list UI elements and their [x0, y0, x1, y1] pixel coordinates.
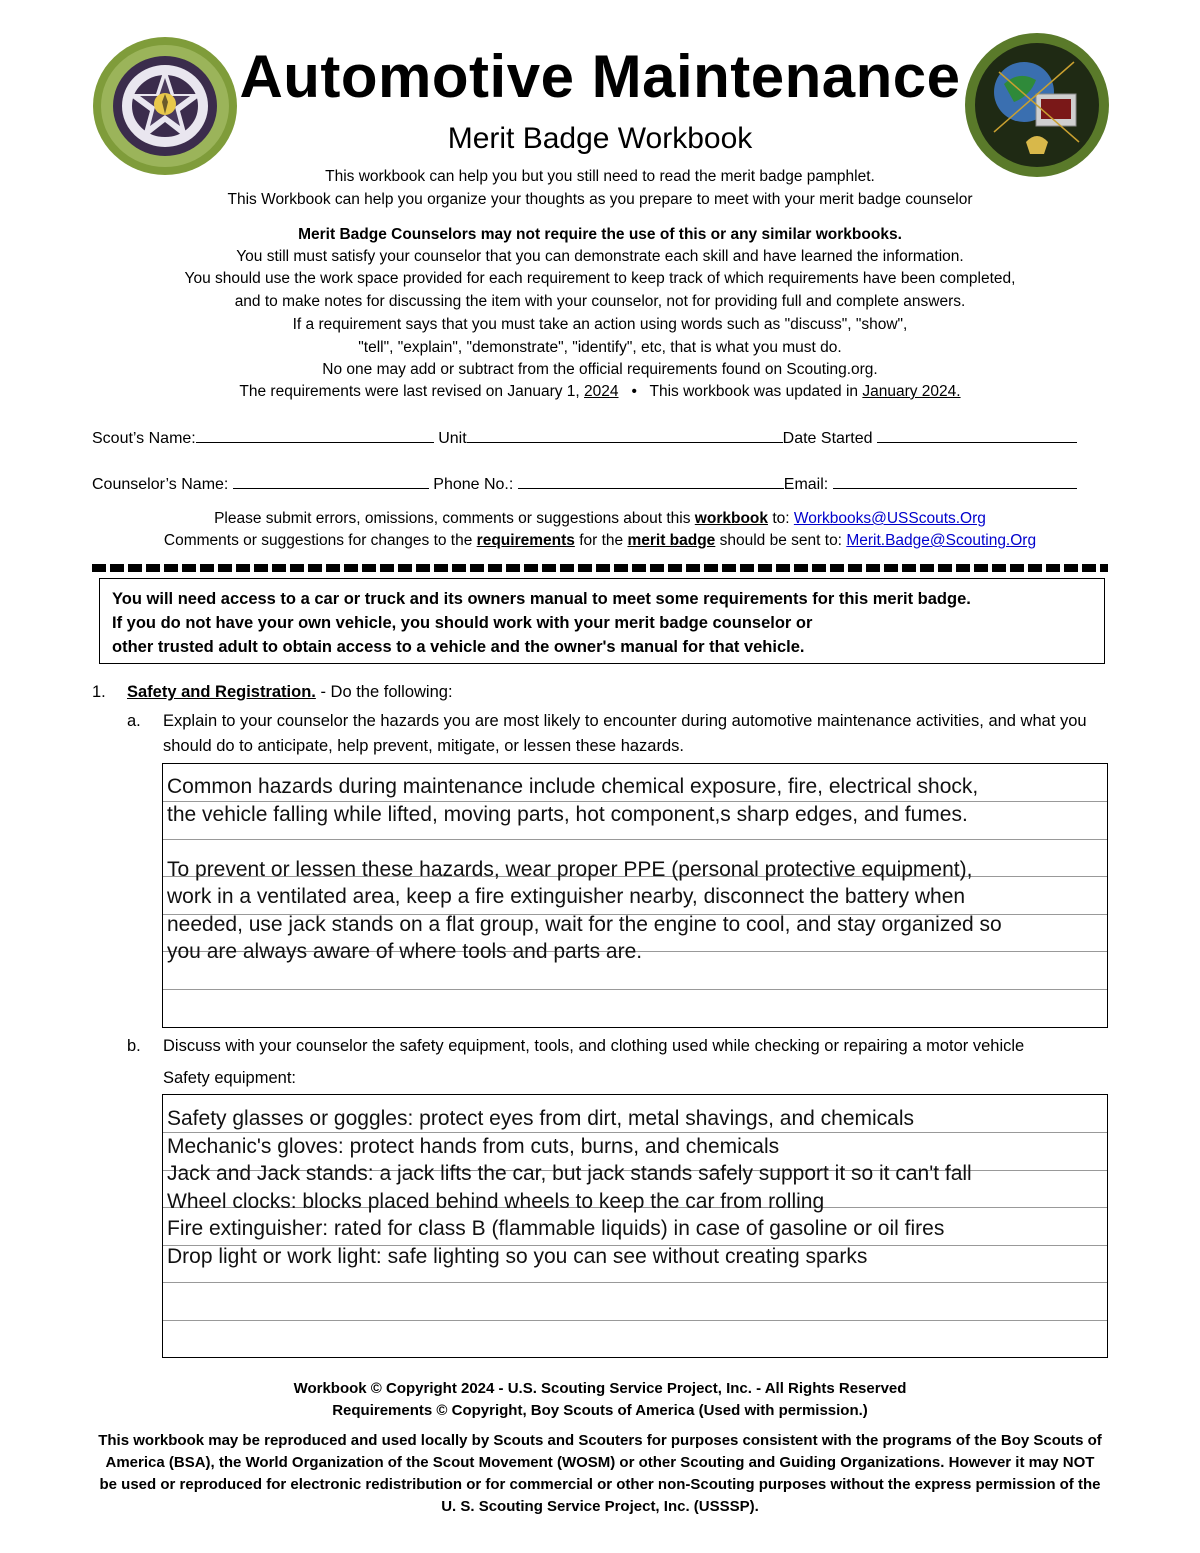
feedback-text: to:	[772, 510, 790, 527]
revision-line	[0, 381, 1200, 403]
notice-line: You will need access to a car or truck and its owners manual to meet some requirements for this merit badge.	[112, 590, 971, 608]
counselor-note-line: "tell", "explain", "demonstrate", "identify", etc, that is what you must do.	[358, 339, 842, 356]
ruled-line	[163, 1282, 1107, 1283]
requirement-1-number: 1.	[92, 683, 106, 701]
bullet: •	[631, 383, 637, 400]
scout-info-row	[92, 428, 1102, 448]
revised-prefix: The requirements were last revised on January 1,	[239, 383, 580, 400]
revised-year: 2024	[584, 383, 619, 400]
requirement-1a-answer: Common hazards during maintenance include chemical exposure, fire, electrical shock, the vehicle falling while lifted, moving parts, hot component,s sharp edges, and fumes. To prevent or lessen these hazards, wear proper PPE (personal protective equipment), work in a ventilated area, keep a fire extinguisher nearby, disconnect the battery when needed, use jack stands on a flat group, wait for the engine to cool, and stay organized so you are always aware of where tools and parts are.	[167, 775, 1002, 963]
feedback-text: for the	[579, 532, 624, 549]
requirement-1a-text: Explain to your counselor the hazards you are most likely to encounter during automotive maintenance activities, and what you should do to anticipate, help prevent, mitigate, or lessen these hazards.	[163, 712, 1087, 755]
counselor-note-line: You should use the work space provided for each requirement to keep track of which requirements have been completed,	[184, 270, 1016, 287]
copyright-line-1: Workbook © Copyright 2024 - U.S. Scouting Service Project, Inc. - All Rights Reserved	[293, 1380, 907, 1397]
merit-badge-email-link[interactable]: Merit.Badge@Scouting.Org	[846, 532, 1037, 549]
requirement-1a-letter: a.	[127, 712, 141, 730]
counselor-name-label: Counselor’s Name:	[92, 476, 229, 493]
date-started-label: Date Started	[782, 430, 873, 447]
scout-name-label: Scout’s Name:	[92, 430, 196, 447]
counselor-note-line: If a requirement says that you must take an action using words such as "discuss", "show",	[292, 316, 908, 333]
vehicle-access-notice	[99, 578, 1105, 664]
feedback-text: Please submit errors, omissions, comments or suggestions about this	[214, 510, 691, 527]
unit-label: Unit	[438, 430, 467, 447]
requirement-1a-answer-box[interactable]	[162, 763, 1108, 1028]
feedback-line-2	[0, 530, 1200, 552]
scout-name-field[interactable]	[196, 428, 434, 443]
feedback-line-1	[0, 508, 1200, 530]
counselor-name-field[interactable]	[233, 474, 429, 489]
counselor-info-row	[92, 474, 1102, 494]
counselor-note-line: You still must satisfy your counselor that you can demonstrate each skill and have learned the information.	[236, 248, 964, 265]
feedback-text: should be sent to:	[719, 532, 842, 549]
merit-badge-word: merit badge	[627, 532, 716, 549]
notice-line: other trusted adult to obtain access to a vehicle and the owner's manual for that vehicle.	[112, 638, 805, 656]
ruled-line	[163, 1320, 1107, 1321]
phone-field[interactable]	[518, 474, 784, 489]
requirement-1b-text: Discuss with your counselor the safety equipment, tools, and clothing used while checking or repairing a motor vehicle	[163, 1037, 1025, 1055]
updated-date: January 2024.	[862, 383, 961, 400]
workbook-title: Automotive Maintenance	[239, 43, 961, 110]
ruled-line	[163, 989, 1107, 990]
unit-field[interactable]	[467, 428, 783, 443]
copyright-line-2: Requirements © Copyright, Boy Scouts of America (Used with permission.)	[332, 1402, 868, 1419]
updated-prefix: This workbook was updated in	[649, 383, 859, 400]
workbook-word: workbook	[694, 510, 768, 527]
counselor-note-line: and to make notes for discussing the item with your counselor, not for providing full and complete answers.	[234, 293, 966, 310]
workbooks-email-link[interactable]: Workbooks@USScouts.Org	[793, 510, 986, 527]
requirements-word: requirements	[476, 532, 575, 549]
dashed-separator	[92, 564, 1108, 572]
notice-line: If you do not have your own vehicle, you should work with your merit badge counselor or	[112, 614, 813, 632]
reproduction-notice: This workbook may be reproduced and used locally by Scouts and Scouters for purposes consistent with the programs of the Boy Scouts of America (BSA), the World Organization of the Scout Movement (WOSM) or other Scouting and Guiding Organizations. However it may NOT be used or reproduced for electronic redistribution or for commercial or other non-Scouting purposes without the express permission of the U. S. Scouting Service Project, Inc. (USSSP).	[98, 1432, 1102, 1515]
feedback-text: Comments or suggestions for changes to the	[163, 532, 473, 549]
email-label: Email:	[783, 476, 829, 493]
phone-label: Phone No.:	[433, 476, 514, 493]
requirement-1-heading	[127, 680, 453, 705]
workbook-subtitle: Merit Badge Workbook	[447, 122, 753, 155]
intro-line-1: This workbook can help you but you still need to read the merit badge pamphlet.	[325, 168, 875, 185]
date-started-field[interactable]	[877, 428, 1077, 443]
counselor-note-line: No one may add or subtract from the official requirements found on Scouting.org.	[322, 361, 878, 378]
requirement-1-title: Safety and Registration.	[127, 683, 316, 701]
intro-line-2: This Workbook can help you organize your thoughts as you prepare to meet with your merit badge counselor	[227, 191, 973, 208]
counselor-note-heading: Merit Badge Counselors may not require the use of this or any similar workbooks.	[298, 226, 902, 243]
requirement-1-rest: - Do the following:	[315, 683, 453, 701]
requirement-1b-answer: Safety glasses or goggles: protect eyes from dirt, metal shavings, and chemicals Mechanic's gloves: protect hands from cuts, burns, and chemicals Jack and Jack stands: a jack lifts the car, but jack stands safely support it so it can't fall Wheel clocks: blocks placed behind wheels to keep the car from rolling Fire extinguisher: rated for class B (flammable liquids) in case of gasoline or oil fires Drop light or work light: safe lighting so you can see without creating sparks	[167, 1107, 972, 1268]
requirement-1b-letter: b.	[127, 1037, 141, 1055]
safety-equipment-label: Safety equipment:	[163, 1069, 296, 1087]
email-field[interactable]	[833, 474, 1077, 489]
requirement-1b-answer-box[interactable]	[162, 1094, 1108, 1358]
